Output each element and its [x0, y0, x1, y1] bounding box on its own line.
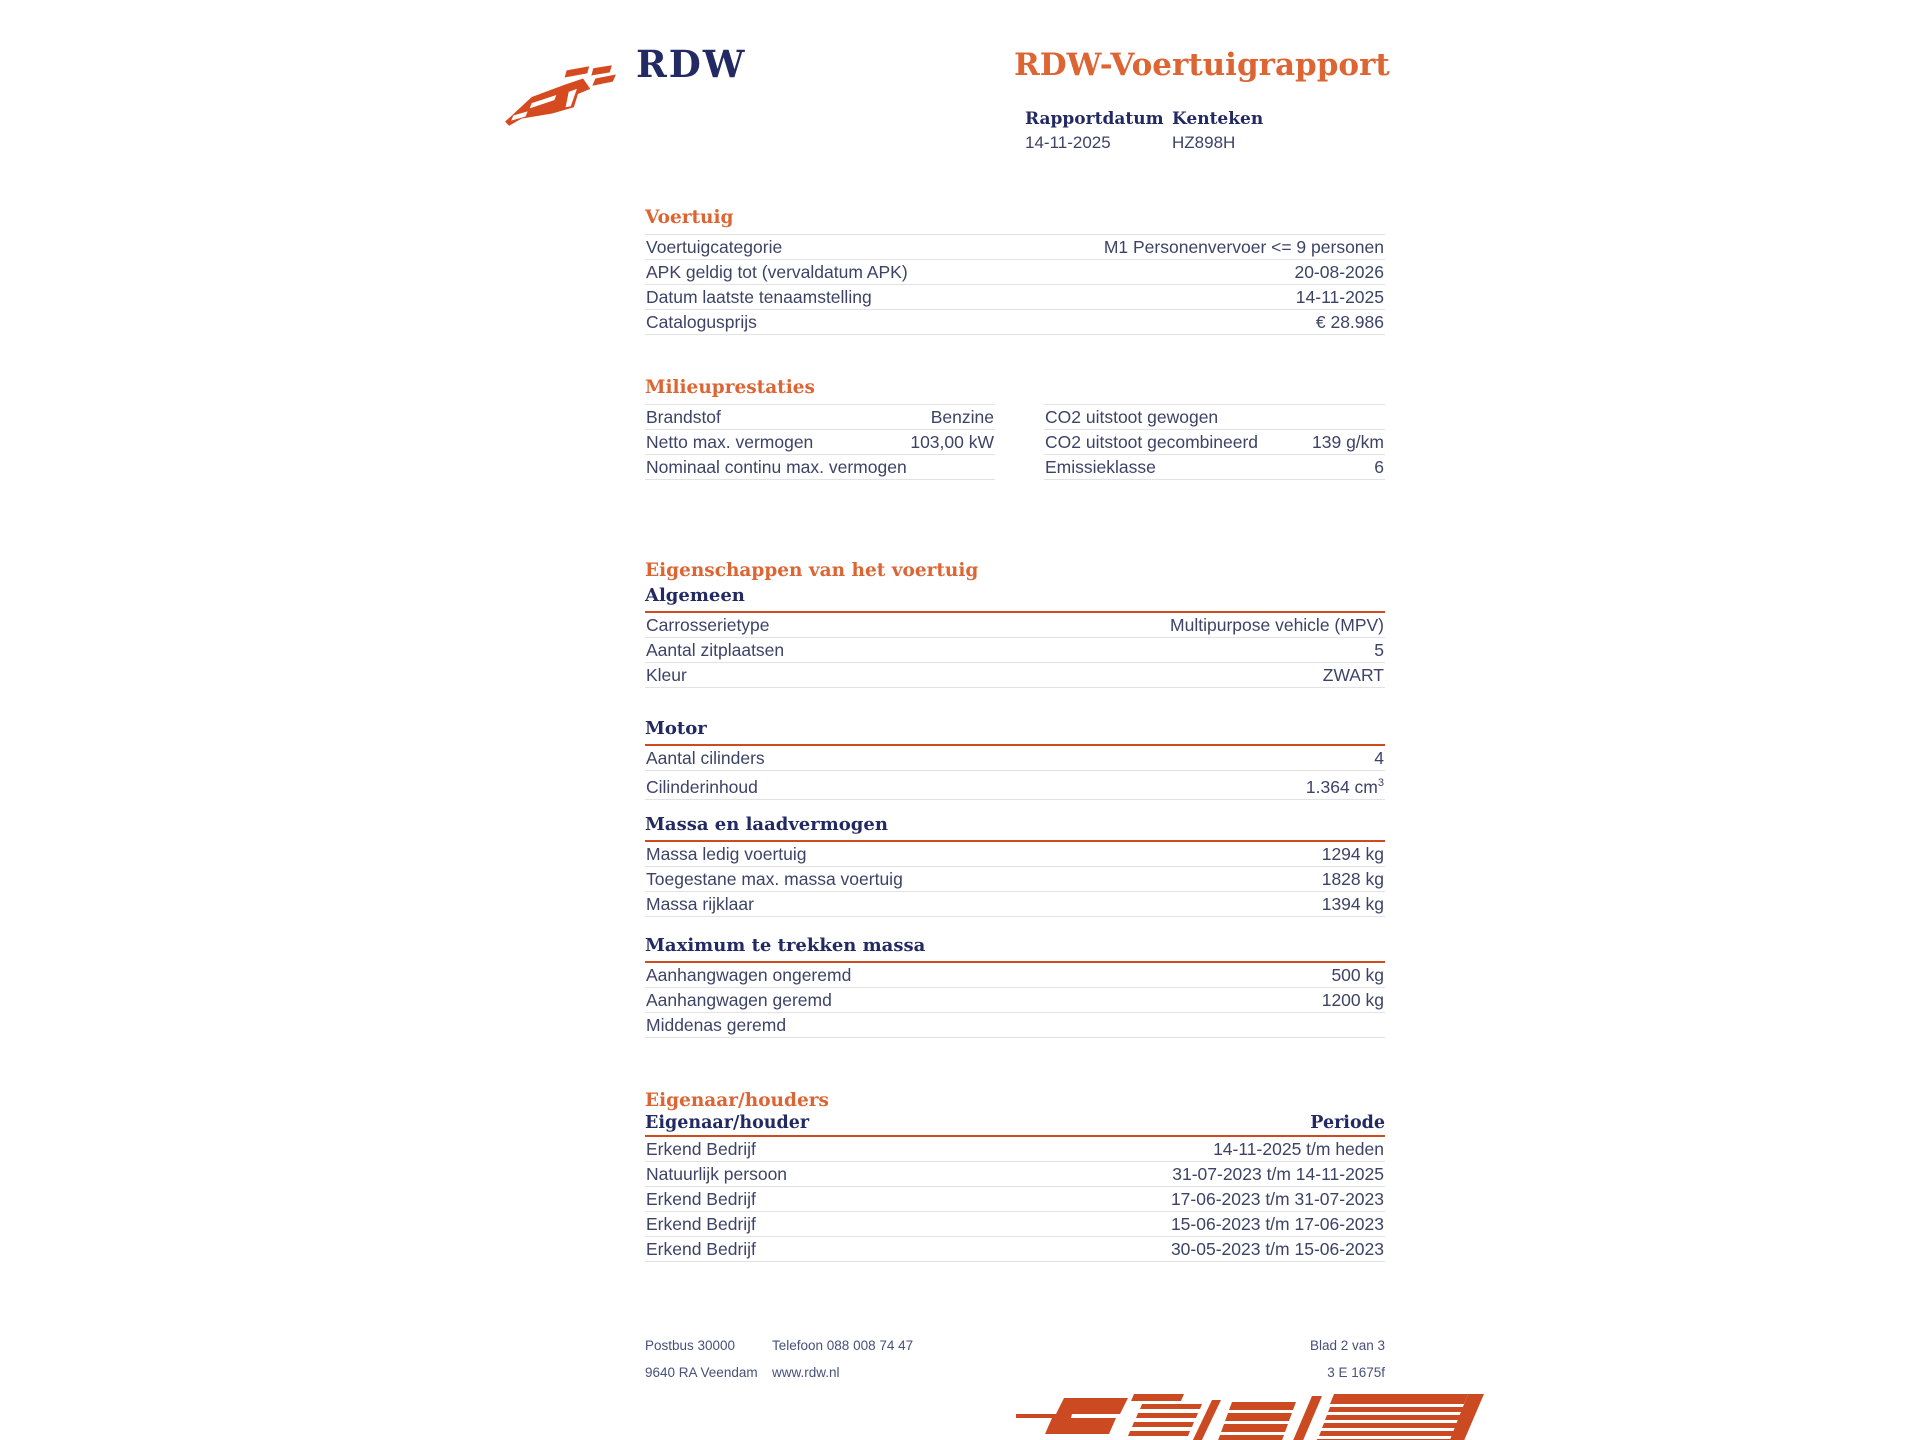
row-value: 1394 kg — [1321, 894, 1384, 914]
row-label: Datum laatste tenaamstelling — [646, 287, 872, 307]
rdw-feather-icon — [503, 63, 619, 129]
row-label: Erkend Bedrijf — [646, 1239, 756, 1259]
row-label: Emissieklasse — [1045, 457, 1156, 477]
table-row — [645, 1187, 1385, 1212]
row-label: Cilinderinhoud — [646, 776, 758, 797]
row-label: Carrosserietype — [646, 615, 770, 635]
rdw-wing-artwork — [1016, 1392, 1484, 1440]
footer-city: 9640 RA Veendam — [645, 1365, 758, 1380]
section-eigenaar-heading: Eigenaar/houders — [645, 1090, 829, 1111]
eigenaar-col-owner: Eigenaar/houder — [645, 1113, 810, 1133]
table-row — [645, 988, 1385, 1013]
row-label: CO2 uitstoot gecombineerd — [1045, 432, 1259, 452]
table-row — [645, 310, 1385, 335]
row-label: APK geldig tot (vervaldatum APK) — [646, 262, 908, 282]
motor-table — [645, 746, 1385, 800]
row-label: Massa ledig voertuig — [646, 844, 807, 864]
row-value: 139 g/km — [1312, 432, 1384, 452]
table-row — [645, 663, 1385, 688]
row-label: Erkend Bedrijf — [646, 1139, 756, 1159]
table-row — [645, 260, 1385, 285]
section-eigenaar-houders — [645, 1090, 1385, 1262]
table-row — [645, 771, 1385, 800]
table-row — [645, 285, 1385, 310]
row-value: 31-07-2023 t/m 14-11-2025 — [1172, 1164, 1384, 1184]
row-label: Middenas geremd — [646, 1015, 787, 1035]
section-eigenschappen-heading: Eigenschappen van het voertuig — [645, 560, 979, 581]
row-label: Erkend Bedrijf — [646, 1189, 756, 1209]
table-row — [645, 746, 1385, 771]
subsection-motor-heading: Motor — [645, 718, 1385, 746]
milieu-table-right — [1044, 404, 1385, 480]
section-milieu-heading: Milieuprestaties — [645, 377, 815, 398]
row-value: € 28.986 — [1315, 312, 1384, 332]
report-meta — [1025, 110, 1263, 152]
row-label: Aanhangwagen ongeremd — [646, 965, 852, 985]
row-value: 1294 kg — [1321, 844, 1384, 864]
row-label: Massa rijklaar — [646, 894, 754, 914]
row-value: 20-08-2026 — [1294, 262, 1384, 282]
milieu-columns — [645, 399, 1385, 480]
row-value: M1 Personenvervoer <= 9 personen — [1103, 237, 1384, 257]
footer-website: www.rdw.nl — [772, 1365, 840, 1380]
table-row — [645, 235, 1385, 260]
row-value: 15-06-2023 t/m 17-06-2023 — [1170, 1214, 1384, 1234]
milieu-table-left — [645, 404, 995, 480]
page-title: RDW-Voertuigrapport — [1014, 47, 1390, 83]
subsection-massa-heading: Massa en laadvermogen — [645, 814, 1385, 842]
eigenaar-table-header — [645, 1114, 1385, 1137]
row-value: Benzine — [930, 407, 994, 427]
page-footer — [645, 1339, 1385, 1393]
row-value: 5 — [1374, 640, 1384, 660]
row-value: 1.364 $cm^3$ — [1305, 776, 1384, 797]
license-plate-block — [1172, 110, 1263, 152]
row-label: Kleur — [646, 665, 687, 685]
table-row — [645, 638, 1385, 663]
subsection-algemeen-heading: Algemeen — [645, 585, 1385, 613]
maximum-table — [645, 963, 1385, 1038]
row-value: 4 — [1374, 748, 1384, 768]
table-row — [645, 405, 995, 430]
section-voertuig — [645, 207, 1385, 335]
subsection-maximum-trekken — [645, 935, 1385, 1038]
report-date-value: 14-11-2025 — [1025, 133, 1111, 152]
table-row — [1044, 405, 1385, 430]
row-label: Erkend Bedrijf — [646, 1214, 756, 1234]
row-label: Aanhangwagen geremd — [646, 990, 832, 1010]
row-label: Voertuigcategorie — [646, 237, 783, 257]
row-value: 14-11-2025 — [1295, 287, 1384, 307]
section-voertuig-heading: Voertuig — [645, 207, 734, 228]
eigenaar-col-period: Periode — [1310, 1113, 1385, 1133]
footer-phone: Telefoon 088 008 74 47 — [772, 1338, 914, 1353]
section-milieuprestaties — [645, 377, 1385, 480]
row-value: 17-06-2023 t/m 31-07-2023 — [1170, 1189, 1384, 1209]
row-label: Aantal zitplaatsen — [646, 640, 785, 660]
table-row — [645, 1212, 1385, 1237]
section-eigenschappen — [645, 560, 1385, 582]
table-row — [645, 1013, 1385, 1038]
row-value: 1828 kg — [1321, 869, 1384, 889]
table-row — [645, 455, 995, 480]
row-value-superscript: 3 — [1377, 777, 1384, 789]
subsection-algemeen — [645, 585, 1385, 688]
massa-table — [645, 842, 1385, 917]
row-label: Catalogusprijs — [646, 312, 757, 332]
row-label: Brandstof — [646, 407, 721, 427]
eigenaar-table — [645, 1137, 1385, 1262]
row-label: Natuurlijk persoon — [646, 1164, 788, 1184]
subsection-maximum-heading: Maximum te trekken massa — [645, 935, 1385, 963]
table-row — [645, 892, 1385, 917]
row-label: CO2 uitstoot gewogen — [1045, 407, 1219, 427]
table-row — [645, 1162, 1385, 1187]
algemeen-table — [645, 613, 1385, 688]
license-plate-value: HZ898H — [1172, 133, 1236, 152]
row-value: 6 — [1374, 457, 1384, 477]
rdw-logo-wordmark: RDW — [636, 42, 747, 86]
table-row — [645, 613, 1385, 638]
table-row — [645, 1237, 1385, 1262]
row-value: 1200 kg — [1321, 990, 1384, 1010]
voertuig-table — [645, 234, 1385, 335]
table-row — [645, 963, 1385, 988]
row-value: 30-05-2023 t/m 15-06-2023 — [1170, 1239, 1384, 1259]
row-value: 103,00 kW — [910, 432, 994, 452]
row-value: Multipurpose vehicle (MPV) — [1170, 615, 1384, 635]
footer-postbus: Postbus 30000 — [645, 1338, 736, 1353]
footer-page-indicator: Blad 2 van 3 — [1309, 1338, 1385, 1353]
table-row — [645, 1137, 1385, 1162]
row-value: ZWART — [1322, 665, 1384, 685]
table-row — [645, 867, 1385, 892]
license-plate-label: Kenteken — [1172, 109, 1264, 129]
report-date-block — [1025, 110, 1172, 152]
row-value: 500 kg — [1331, 965, 1384, 985]
row-label: Toegestane max. massa voertuig — [646, 869, 903, 889]
subsection-massa — [645, 814, 1385, 917]
table-row — [1044, 430, 1385, 455]
table-row — [645, 430, 995, 455]
row-value: 14-11-2025 t/m heden — [1213, 1139, 1384, 1159]
footer-doc-code: 3 E 1675f — [1327, 1365, 1385, 1380]
row-label: Aantal cilinders — [646, 748, 765, 768]
table-row — [1044, 455, 1385, 480]
report-date-label: Rapportdatum — [1025, 109, 1164, 129]
table-row — [645, 842, 1385, 867]
subsection-motor — [645, 718, 1385, 800]
row-label: Netto max. vermogen — [646, 432, 814, 452]
row-label: Nominaal continu max. vermogen — [646, 457, 907, 477]
